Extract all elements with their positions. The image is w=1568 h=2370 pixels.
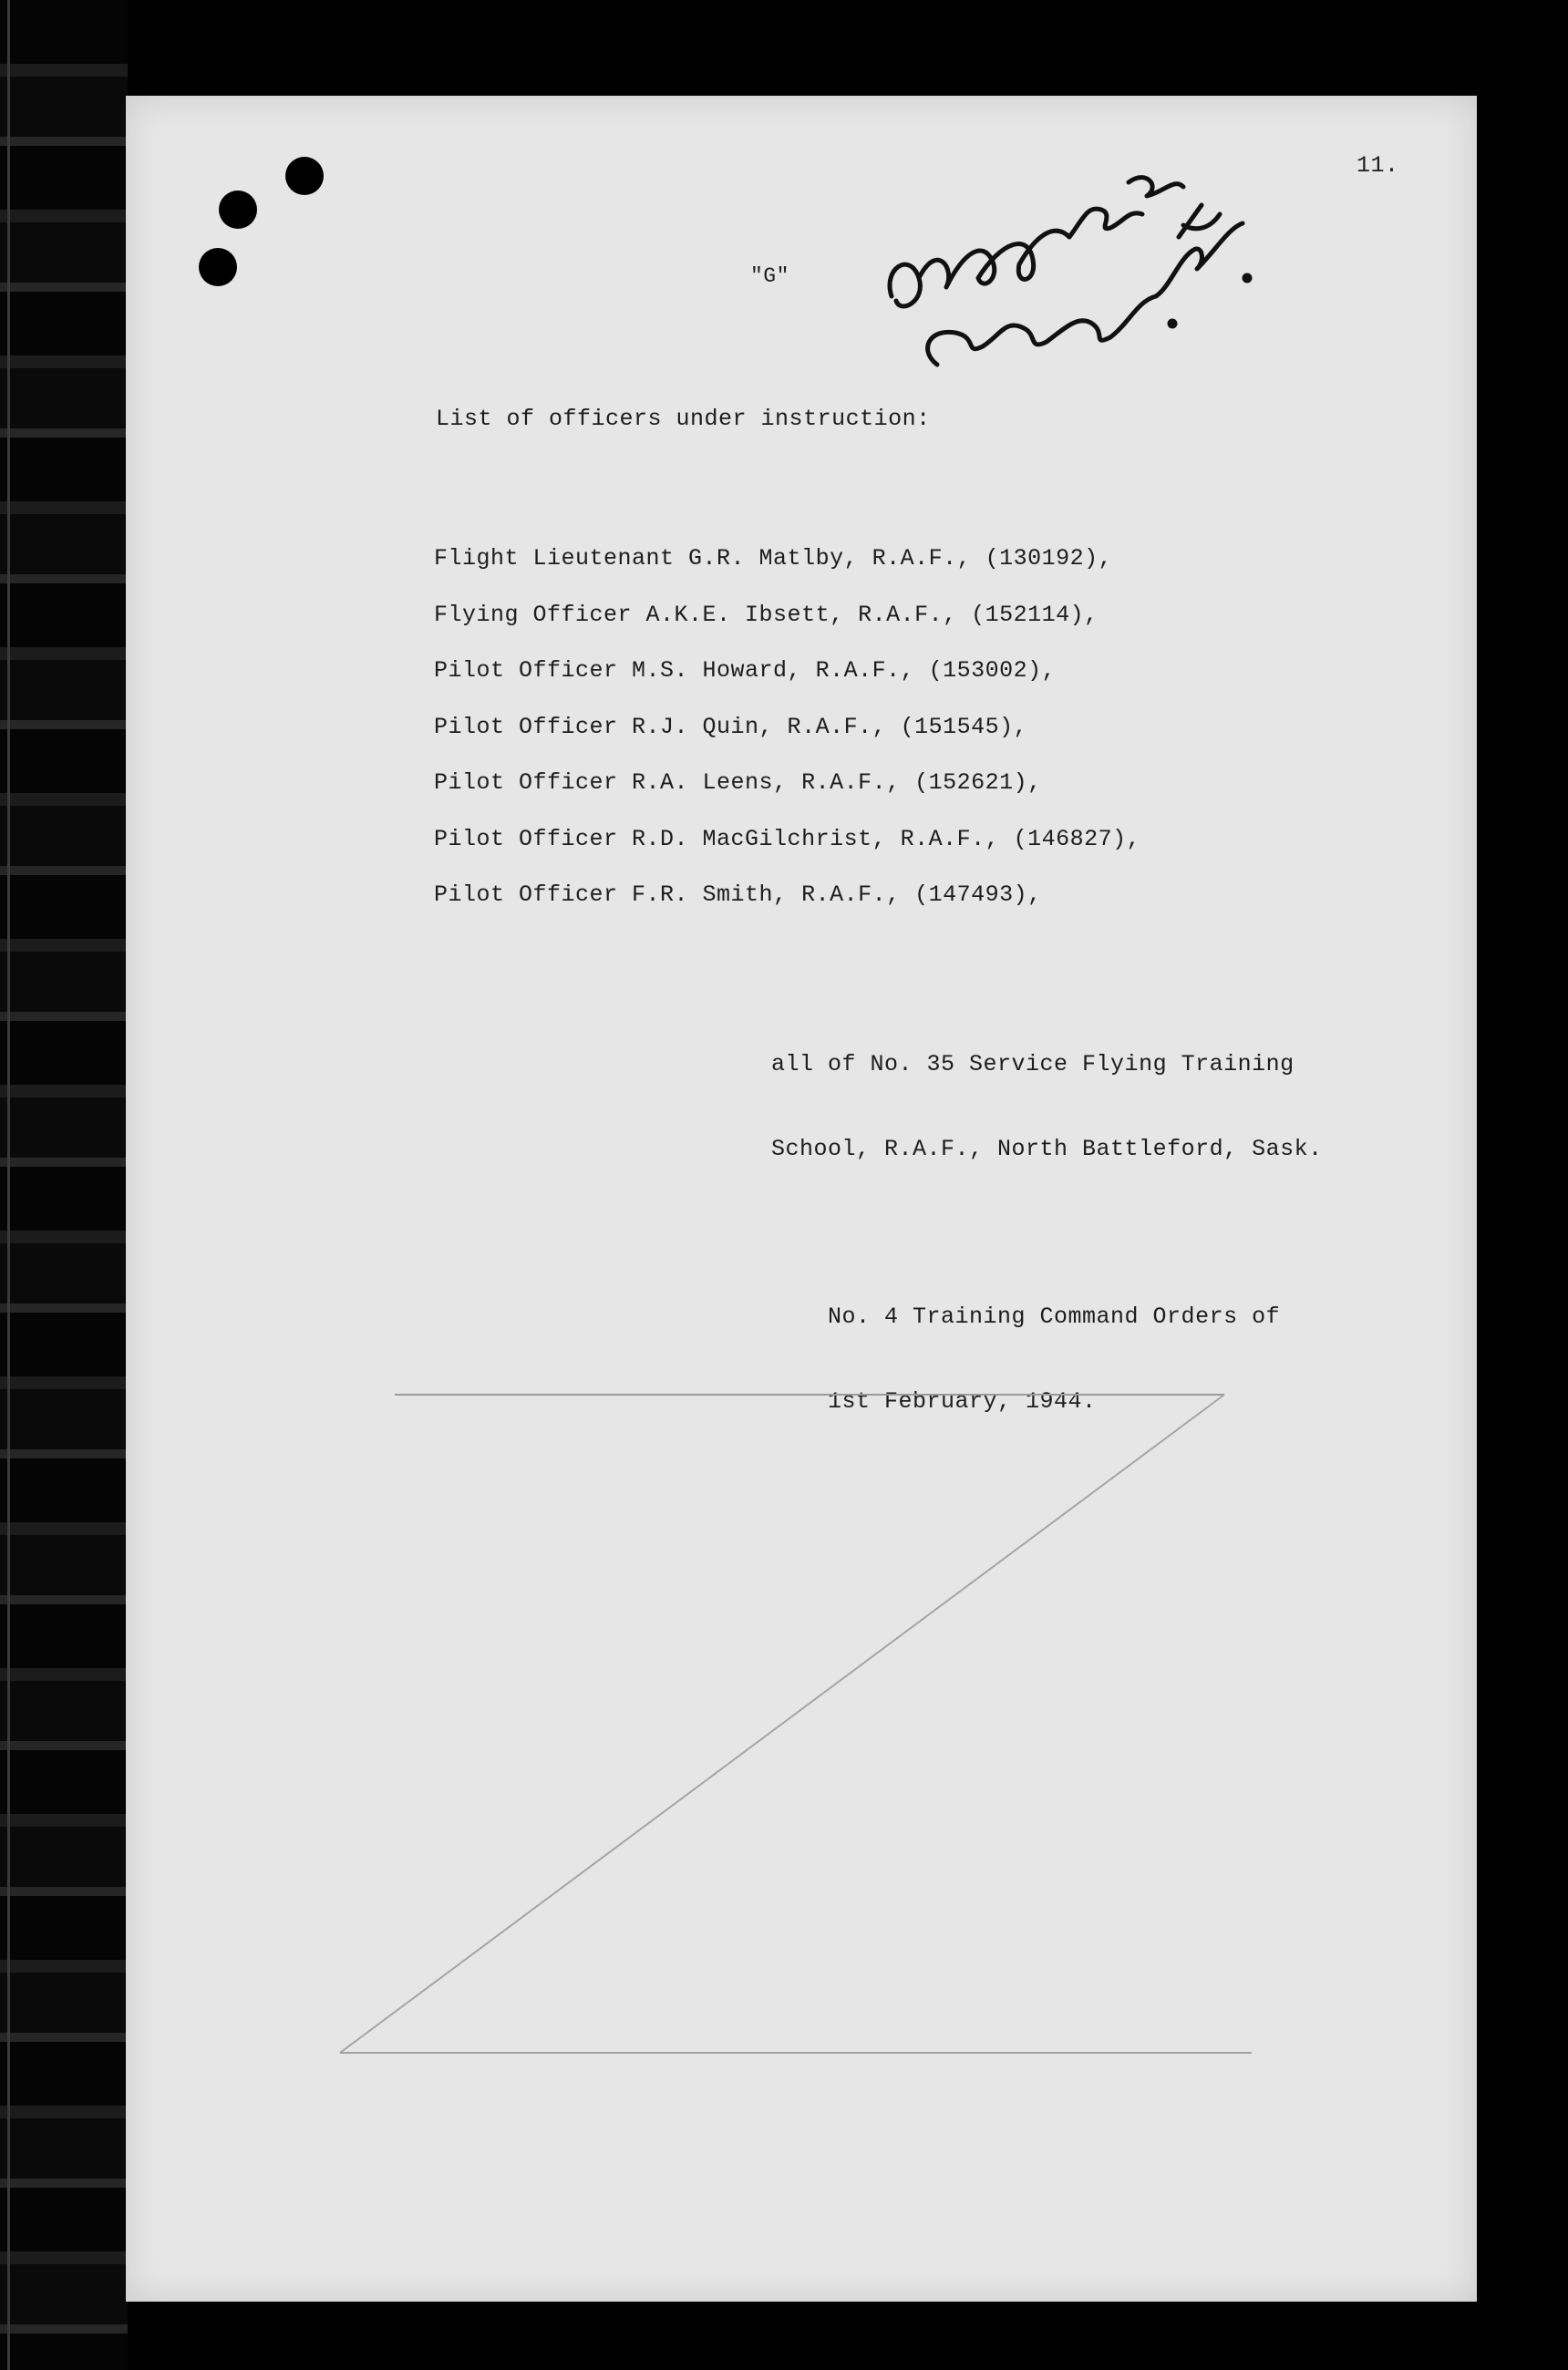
school-note-line: School, R.A.F., North Battleford, Sask.: [771, 1136, 1323, 1162]
cancellation-mark: [126, 96, 1477, 2302]
officer-entry: Pilot Officer R.D. MacGilchrist, R.A.F., (146827),: [434, 826, 1141, 852]
list-heading: List of officers under instruction:: [436, 406, 931, 432]
cancellation-diagonal-line: [340, 1395, 1224, 2053]
document-page: [126, 96, 1477, 2302]
school-note-line: all of No. 35 Service Flying Training: [771, 1051, 1295, 1077]
binding-strip: [0, 0, 128, 2370]
officer-entry: Pilot Officer M.S. Howard, R.A.F., (153002),: [434, 657, 1057, 684]
page-number: 11.: [1357, 152, 1399, 179]
officer-entry: Pilot Officer F.R. Smith, R.A.F., (147493),: [434, 881, 1042, 908]
orders-note-line: 1st February, 1944.: [828, 1388, 1097, 1415]
officer-entry: Flight Lieutenant G.R. Matlby, R.A.F., (130192),: [434, 545, 1113, 572]
officer-entry: Pilot Officer R.J. Quin, R.A.F., (151545),: [434, 714, 1028, 740]
binding-edge: [7, 0, 10, 2370]
officer-entry: Flying Officer A.K.E. Ibsett, R.A.F., (152114),: [434, 602, 1099, 628]
orders-note-line: No. 4 Training Command Orders of: [828, 1304, 1281, 1330]
section-marker: "G": [750, 264, 789, 288]
officer-entry: Pilot Officer R.A. Leens, R.A.F., (152621),: [434, 769, 1042, 796]
